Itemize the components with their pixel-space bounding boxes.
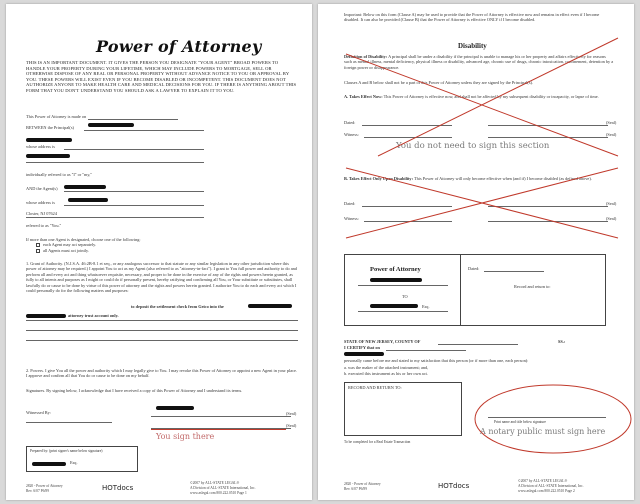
cover-dated-line <box>484 271 544 272</box>
seal-b-2: (Seal) <box>606 216 617 221</box>
item-a: a. was the maker of the attached instrument; and, <box>344 365 429 370</box>
between-label: BETWEEN the Principal(s) <box>26 125 74 130</box>
certify-date-line <box>386 350 466 351</box>
definition-heading: Definition of Disability: <box>344 54 388 59</box>
redacted-purpose <box>248 304 292 308</box>
record-return-box <box>344 382 462 436</box>
signatures-text: By signing below, I acknowledge that I have received a copy of this Power of Attorney and I understand its terms. <box>46 388 243 393</box>
annotation-sign-there: You sign there <box>156 432 215 441</box>
grant-of-authority <box>26 261 298 293</box>
address-line-1b <box>26 162 204 163</box>
clause-a-heading: A. Takes Effect Now: <box>344 94 383 99</box>
copyright-sub-1: A Division of ALL-STATE International, Inc. <box>190 486 256 490</box>
ss-label: SS.: <box>558 339 566 344</box>
page-title: Power of Attorney <box>96 37 262 56</box>
form-code-2: 2820 - Power of Attorney <box>344 482 381 486</box>
address-line-2 <box>64 205 204 206</box>
grant-text: (N.J.S.A. 46:2B-8.1 et seq., or any analogous successor to that statute or any similar legislation in any other jurisdiction where this power of attorney may be required.) I appoint You to act as my Agent (also referred to as "attorney-in-fact"). I grant to You full power and authority to do and perform all and every act and thing whatsoever requisite, necessary, and proper to be done in the exercise of any of the rights and powers herein granted, as fully to all intents and purposes as I might or could do if personally present, hereby ratifying and confirming all You, or Your substitute or substitutes, shall lawfully do or cause to be done by virtue of this power of attorney and the rights and powers herein granted. I authorize You to do each and every act which I could personally do for the following matters and purposes: <box>26 261 297 294</box>
copyright-1: ©2007 by ALL-STATE LEGAL® <box>190 481 240 485</box>
important-note: Important: Below on this form (Clause A) may be used to provide that the Power of Attorney is effective now and remains in effect even if I become disabled. It can also be provided (Clause B) that the Power of Attorney is effective ONLY if I become disabled. <box>344 12 600 23</box>
made-on-line <box>88 119 178 120</box>
purpose-line-1 <box>26 320 298 321</box>
multiple-agents-note: If more than one Agent is designated, choose one of the following: <box>26 237 141 242</box>
made-on-label: This Power of Attorney is made on <box>26 114 87 119</box>
strike-a-2 <box>378 38 618 156</box>
principal-line <box>84 130 204 131</box>
redacted-cover-agent <box>370 304 418 308</box>
record-and-return: Record and return to: <box>514 284 551 289</box>
redacted-preparer <box>32 462 66 466</box>
certify-line: I CERTIFY that on <box>344 345 380 350</box>
address-value: Closter, NJ 07624 <box>26 211 57 216</box>
form-rev-2: Rev. 6/07 P6/89 <box>344 487 368 491</box>
powers-section <box>26 368 298 379</box>
witness-a: Witness: <box>344 132 359 137</box>
cover-title: Power of Attorney <box>370 266 421 273</box>
cover-box-divider <box>460 254 461 326</box>
cover-esq: Esq. <box>422 304 430 309</box>
cover-line-1 <box>358 285 448 286</box>
redacted-principal <box>88 123 134 127</box>
annotation-no-sign: You do not need to sign this section <box>396 141 550 151</box>
clause-b-heading: B. Takes Effect Only Upon Disability: <box>344 176 413 181</box>
purpose-line-2 <box>26 330 298 331</box>
seal-b-1: (Seal) <box>606 201 617 206</box>
whose-address-2: whose address is <box>26 200 55 205</box>
dated-b: Dated: <box>344 201 356 206</box>
redacted-notary-principal <box>344 352 384 356</box>
item-b: b. executed this instrument as his or her own act. <box>344 371 428 376</box>
separately-checkbox[interactable] <box>36 243 40 247</box>
redacted-cover-principal <box>370 278 422 282</box>
copyright-sub-2: A Division of ALL-STATE International, Inc. <box>518 484 584 488</box>
redacted-agent <box>64 185 106 189</box>
record-return-label: RECORD AND RETURN TO: <box>348 385 402 390</box>
notary-signature-line <box>488 417 606 418</box>
signatures-section <box>26 388 298 393</box>
copyright-web-1: www.aslegal.com 800.222.0510 Page 1 <box>190 491 247 495</box>
powers-text: I give You all the power and authority which I may legally give to You. I may revoke this Power of Attorney or appoint a new Agent in your place. I approve and confirm all that You do or cause to be done on my behalf. <box>26 368 298 379</box>
cover-line-2 <box>358 311 448 312</box>
county-line <box>438 344 518 345</box>
option-separately: each Agent may act separately. <box>43 242 97 247</box>
option-jointly: all Agents must act jointly. <box>43 248 89 253</box>
seal-a-1: (Seal) <box>606 120 617 125</box>
whose-address-1: whose address is <box>26 144 55 149</box>
redacted-address-2 <box>68 198 108 202</box>
grant-heading: 1. Grant of Authority. <box>26 261 64 266</box>
redacted-purpose-2 <box>26 314 66 318</box>
cover-dated: Dated: <box>468 266 480 271</box>
address-line-1 <box>64 149 204 150</box>
annotation-notary: A notary public must sign here <box>480 427 606 436</box>
clause-a-text: This Power of Attorney is effective now, and shall not be affected by my subsequent disability or incapacity, or lapse of time. <box>383 94 599 99</box>
witness-b: Witness: <box>344 216 359 221</box>
document-page-1 <box>6 4 312 500</box>
referred-as-i: individually referred to as "I" or "my," <box>26 172 93 177</box>
clause-b-text: This Power of Attorney will only become effective when (and if) I become disabled (as defined above). <box>414 176 592 181</box>
and-agent-label: AND the Agent(s) <box>26 186 58 191</box>
definition-text: A principal shall be under a disability if the principal is unable to manage his or her property and affairs effectively for reasons such as mental illness, mental deficiency, physical illness or disability, advanced age, chronic use of drugs, chronic intoxication, confinement, detention by a foreign power or disappearance. <box>344 54 614 70</box>
witness-line <box>26 422 112 423</box>
redacted-principal-2 <box>26 138 72 142</box>
cover-to: TO <box>402 294 408 299</box>
notary-circle <box>475 385 631 453</box>
copyright-2: ©2007 by ALL-STATE LEGAL® <box>518 479 568 483</box>
principal-signature-line <box>151 416 291 417</box>
redacted-address-1 <box>26 154 70 158</box>
document-page-2 <box>318 4 634 500</box>
notary-sig-label: Print name and title below signature <box>494 420 546 424</box>
dated-a: Dated: <box>344 120 356 125</box>
seal-a-2: (Seal) <box>606 132 617 137</box>
personally-came: personally came before me and stated to my satisfaction that this person (or if more than one, each person): <box>344 358 529 363</box>
form-code-1: 2820 - Power of Attorney <box>26 484 63 488</box>
address-line-2b <box>26 217 204 218</box>
seal-2: (Seal) <box>286 423 297 428</box>
hotdocs-logo-2: HOTdocs <box>438 482 470 490</box>
referred-as-you: referred to as "You." <box>26 223 62 228</box>
realtor-note: To be completed for a Real Estate Transaction <box>344 440 411 444</box>
purpose-handwritten: to deposit the settlement check from Geico into the <box>131 304 224 309</box>
copyright-web-2: www.aslegal.com 800.222.0510 Page 2 <box>518 489 575 493</box>
purpose-cont: attorney trust account only. <box>68 313 119 318</box>
agent-line <box>64 191 204 192</box>
clauses-note: Clauses A and B below shall not be a part of this Power of Attorney unless they are signed by the Principal(s). <box>344 80 534 85</box>
hotdocs-logo-1: HOTdocs <box>102 484 134 492</box>
signatures-heading: Signatures. <box>26 388 46 393</box>
witnessed-by: Witnessed By: <box>26 410 52 415</box>
disability-title: Disability <box>458 42 487 50</box>
state-line: STATE OF NEW JERSEY, COUNTY OF <box>344 339 421 344</box>
purpose-line-3 <box>26 340 298 341</box>
sign-here-underline <box>151 429 286 430</box>
cover-box <box>344 254 606 326</box>
esq-1: Esq. <box>70 460 78 465</box>
seal-1: (Seal) <box>286 411 297 416</box>
jointly-checkbox[interactable] <box>36 249 40 253</box>
prepared-by-label: Prepared by: (print signer's name below signature) <box>30 449 103 453</box>
powers-heading: 2. Powers. <box>26 368 45 373</box>
form-rev-1: Rev. 6/07 P6/89 <box>26 489 50 493</box>
important-notice: THIS IS AN IMPORTANT DOCUMENT. IT GIVES THE PERSON YOU DESIGNATE "YOUR AGENT" BROAD POWERS TO HANDLE YOUR PROPERTY DURING YOUR LIFETIME, WHICH MAY INCLUDE POWERS TO MORTGAGE, SELL OR OTHERWISE DISPOSE OF ANY REAL OR PERSONAL PROPERTY WITHOUT ADVANCE NOTICE TO YOU OR APPROVAL BY YOU. THESE POWERS WILL EXIST EVEN IF YOU BECOME DISABLED OR INCOMPETENT. THIS DOCUMENT DOES NOT AUTHORIZE ANYONE TO MAKE HEALTH CARE AND MEDICAL DECISIONS FOR YOU. IF THERE IS ANYTHING ABOUT THIS FORM THAT YOU DON'T UNDERSTAND YOU SHOULD ASK A LAWYER TO EXPLAIN IT TO YOU. <box>26 60 297 93</box>
redacted-signature <box>156 406 194 410</box>
